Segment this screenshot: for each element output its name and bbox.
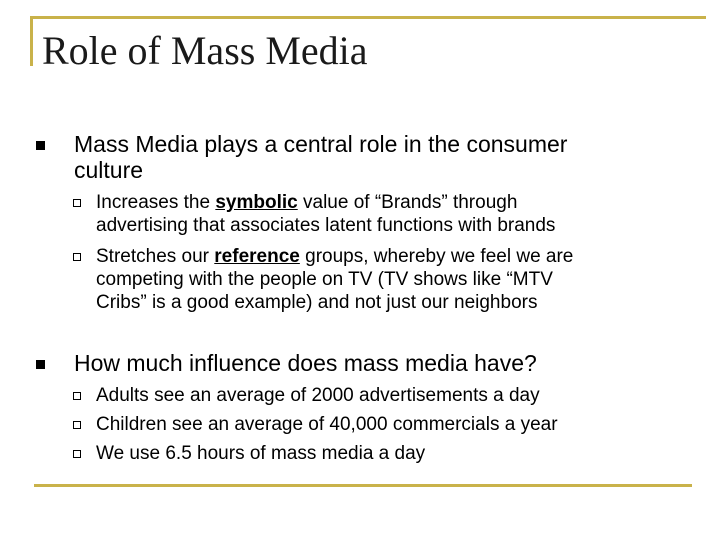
- square-bullet-icon: [36, 360, 45, 369]
- hollow-square-bullet-icon: [73, 450, 81, 458]
- sub-bullet-text-part: Stretches our: [96, 246, 215, 267]
- hollow-square-bullet-icon: [73, 253, 81, 261]
- bullet-text: Mass Media plays a central role in the consumer: [74, 131, 568, 157]
- square-bullet-icon: [36, 141, 45, 150]
- sub-bullet-text: [96, 245, 676, 268]
- bullet-text: culture: [74, 157, 144, 183]
- sub-bullet-text-part: groups, whereby we feel we are: [299, 246, 574, 267]
- left-rule: [30, 16, 33, 66]
- bottom-rule: [34, 484, 692, 487]
- sub-bullet-text: Children see an average of 40,000 commercials a year: [96, 414, 558, 435]
- sub-bullet-text: We use 6.5 hours of mass media a day: [96, 443, 426, 464]
- sub-bullet-text: advertising that associates latent functions with brands: [96, 215, 556, 236]
- hollow-square-bullet-icon: [73, 421, 81, 429]
- sub-bullet-text-part: value of “Brands” through: [297, 192, 518, 213]
- sub-bullet-text: [96, 191, 676, 214]
- hollow-square-bullet-icon: [73, 392, 81, 400]
- bullet-text: How much influence does mass media have?: [74, 350, 537, 376]
- sub-bullet-text: Cribs” is a good example) and not just our neighbors: [96, 292, 538, 313]
- sub-bullet-text: competing with the people on TV (TV shows like “MTV: [96, 269, 553, 290]
- sub-bullet-text: Adults see an average of 2000 advertisements a day: [96, 385, 540, 406]
- emphasis-symbolic: symbolic: [215, 192, 298, 213]
- top-rule: [30, 16, 706, 19]
- emphasis-reference: reference: [214, 246, 300, 267]
- hollow-square-bullet-icon: [73, 199, 81, 207]
- slide-title: Role of Mass Media: [42, 28, 368, 73]
- sub-bullet-text-part: Increases the: [96, 192, 216, 213]
